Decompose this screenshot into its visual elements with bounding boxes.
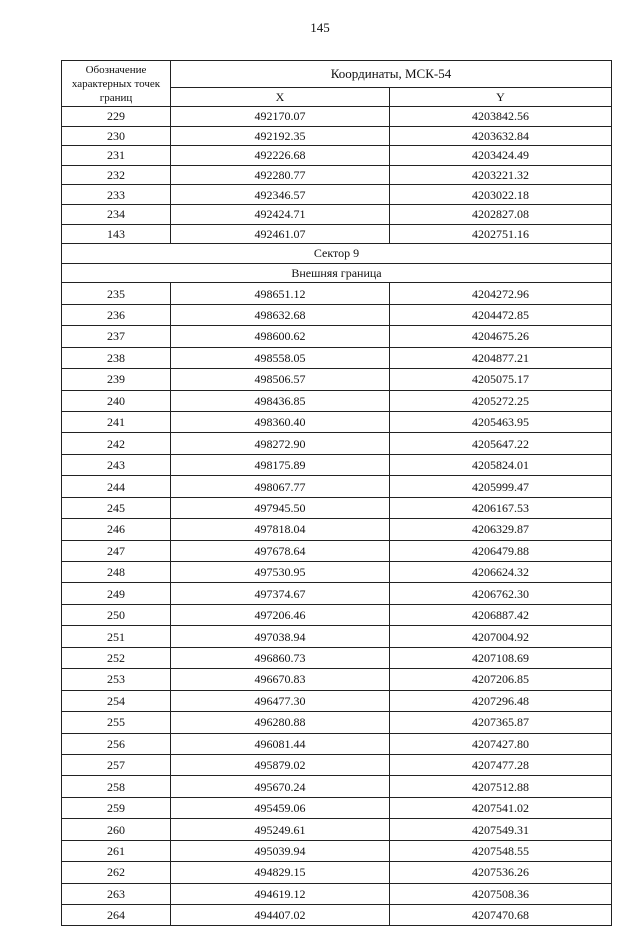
table-row — [62, 905, 612, 926]
x-cell: 492170.07 — [171, 107, 390, 127]
x-cell: 492461.07 — [171, 224, 390, 244]
x-cell: 497678.64 — [171, 540, 390, 561]
table-row — [62, 185, 612, 205]
table-row — [62, 476, 612, 497]
x-cell: 494829.15 — [171, 862, 390, 883]
point-cell: 243 — [62, 454, 171, 475]
point-cell: 232 — [62, 165, 171, 185]
x-cell: 498506.57 — [171, 369, 390, 390]
table-row — [62, 776, 612, 797]
y-cell: 4205272.25 — [390, 390, 612, 411]
x-cell: 498360.40 — [171, 411, 390, 432]
table-row — [62, 604, 612, 625]
point-cell: 251 — [62, 626, 171, 647]
x-cell: 497818.04 — [171, 519, 390, 540]
point-cell: 254 — [62, 690, 171, 711]
table-row — [62, 840, 612, 861]
y-cell: 4204472.85 — [390, 304, 612, 325]
point-cell: 261 — [62, 840, 171, 861]
sector-section — [62, 244, 612, 283]
point-cell: 264 — [62, 905, 171, 926]
table-row — [62, 540, 612, 561]
y-cell: 4205075.17 — [390, 369, 612, 390]
y-cell: 4203632.84 — [390, 126, 612, 146]
y-cell: 4206479.88 — [390, 540, 612, 561]
point-cell: 238 — [62, 347, 171, 368]
table-row — [62, 107, 612, 127]
table-row — [62, 647, 612, 668]
x-cell: 494619.12 — [171, 883, 390, 904]
y-cell: 4205463.95 — [390, 411, 612, 432]
x-cell: 498272.90 — [171, 433, 390, 454]
point-cell: 247 — [62, 540, 171, 561]
point-cell: 252 — [62, 647, 171, 668]
table-row — [62, 304, 612, 325]
table-row — [62, 819, 612, 840]
rows-before-sector — [62, 107, 612, 244]
table-row — [62, 126, 612, 146]
y-cell: 4207549.31 — [390, 819, 612, 840]
y-cell: 4206887.42 — [390, 604, 612, 625]
point-cell: 245 — [62, 497, 171, 518]
x-cell: 497206.46 — [171, 604, 390, 625]
table-row — [62, 626, 612, 647]
table-row — [62, 690, 612, 711]
point-cell: 236 — [62, 304, 171, 325]
y-cell: 4203221.32 — [390, 165, 612, 185]
y-cell: 4207296.48 — [390, 690, 612, 711]
y-column-header: Y — [390, 88, 612, 107]
point-cell: 235 — [62, 283, 171, 304]
table-row — [62, 146, 612, 166]
y-cell: 4202827.08 — [390, 204, 612, 224]
table-row — [62, 754, 612, 775]
y-cell: 4207477.28 — [390, 754, 612, 775]
x-cell: 492280.77 — [171, 165, 390, 185]
point-cell: 241 — [62, 411, 171, 432]
x-cell: 492424.71 — [171, 204, 390, 224]
y-cell: 4203842.56 — [390, 107, 612, 127]
table-row — [62, 411, 612, 432]
x-cell: 492346.57 — [171, 185, 390, 205]
x-cell: 497038.94 — [171, 626, 390, 647]
table-header — [62, 61, 612, 107]
table-row — [62, 224, 612, 244]
x-cell: 495039.94 — [171, 840, 390, 861]
point-cell: 257 — [62, 754, 171, 775]
y-cell: 4204272.96 — [390, 283, 612, 304]
y-cell: 4204675.26 — [390, 326, 612, 347]
table-row — [62, 454, 612, 475]
x-cell: 498632.68 — [171, 304, 390, 325]
point-cell: 248 — [62, 562, 171, 583]
coordinates-table — [61, 60, 612, 926]
y-cell: 4204877.21 — [390, 347, 612, 368]
table-row — [62, 326, 612, 347]
x-cell: 492192.35 — [171, 126, 390, 146]
point-column-header: Обозначение характерных точек границ — [62, 61, 171, 107]
y-cell: 4205647.22 — [390, 433, 612, 454]
point-cell: 239 — [62, 369, 171, 390]
point-cell: 256 — [62, 733, 171, 754]
x-cell: 496860.73 — [171, 647, 390, 668]
x-cell: 495879.02 — [171, 754, 390, 775]
y-cell: 4207541.02 — [390, 797, 612, 818]
y-cell: 4205824.01 — [390, 454, 612, 475]
y-cell: 4202751.16 — [390, 224, 612, 244]
y-cell: 4207548.55 — [390, 840, 612, 861]
point-cell: 229 — [62, 107, 171, 127]
y-cell: 4206762.30 — [390, 583, 612, 604]
y-cell: 4206624.32 — [390, 562, 612, 583]
point-cell: 259 — [62, 797, 171, 818]
x-cell: 495459.06 — [171, 797, 390, 818]
y-cell: 4207108.69 — [390, 647, 612, 668]
point-cell: 143 — [62, 224, 171, 244]
x-cell: 497530.95 — [171, 562, 390, 583]
table-row — [62, 369, 612, 390]
table-row — [62, 497, 612, 518]
y-cell: 4206329.87 — [390, 519, 612, 540]
table-row — [62, 583, 612, 604]
y-cell: 4203424.49 — [390, 146, 612, 166]
table-row — [62, 669, 612, 690]
point-cell: 262 — [62, 862, 171, 883]
y-cell: 4207470.68 — [390, 905, 612, 926]
table-row — [62, 165, 612, 185]
y-cell: 4203022.18 — [390, 185, 612, 205]
point-cell: 255 — [62, 712, 171, 733]
point-cell: 258 — [62, 776, 171, 797]
x-cell: 494407.02 — [171, 905, 390, 926]
x-cell: 495249.61 — [171, 819, 390, 840]
y-cell: 4207427.80 — [390, 733, 612, 754]
table-row — [62, 347, 612, 368]
table-row — [62, 862, 612, 883]
y-cell: 4206167.53 — [390, 497, 612, 518]
table-row — [62, 519, 612, 540]
point-cell: 244 — [62, 476, 171, 497]
x-cell: 497945.50 — [171, 497, 390, 518]
x-column-header: X — [171, 88, 390, 107]
point-cell: 242 — [62, 433, 171, 454]
point-cell: 250 — [62, 604, 171, 625]
table-row — [62, 433, 612, 454]
y-cell: 4207512.88 — [390, 776, 612, 797]
x-cell: 498651.12 — [171, 283, 390, 304]
table-row — [62, 390, 612, 411]
table-row — [62, 733, 612, 754]
point-cell: 253 — [62, 669, 171, 690]
x-cell: 496477.30 — [171, 690, 390, 711]
point-cell: 237 — [62, 326, 171, 347]
x-cell: 495670.24 — [171, 776, 390, 797]
point-cell: 249 — [62, 583, 171, 604]
y-cell: 4207536.26 — [390, 862, 612, 883]
point-cell: 231 — [62, 146, 171, 166]
y-cell: 4207004.92 — [390, 626, 612, 647]
x-cell: 496081.44 — [171, 733, 390, 754]
x-cell: 498067.77 — [171, 476, 390, 497]
x-cell: 492226.68 — [171, 146, 390, 166]
table-row — [62, 883, 612, 904]
x-cell: 496280.88 — [171, 712, 390, 733]
table-row — [62, 562, 612, 583]
x-cell: 498436.85 — [171, 390, 390, 411]
table-row — [62, 204, 612, 224]
x-cell: 498558.05 — [171, 347, 390, 368]
y-cell: 4207508.36 — [390, 883, 612, 904]
rows-after-sector — [62, 283, 612, 926]
table-row — [62, 283, 612, 304]
point-cell: 240 — [62, 390, 171, 411]
coordinates-group-header: Координаты, МСК-54 — [171, 61, 612, 88]
point-cell: 260 — [62, 819, 171, 840]
y-cell: 4207365.87 — [390, 712, 612, 733]
y-cell: 4207206.85 — [390, 669, 612, 690]
point-cell: 246 — [62, 519, 171, 540]
table-row — [62, 797, 612, 818]
x-cell: 496670.83 — [171, 669, 390, 690]
point-cell: 233 — [62, 185, 171, 205]
x-cell: 498600.62 — [171, 326, 390, 347]
boundary-title: Внешняя граница — [62, 263, 612, 283]
x-cell: 497374.67 — [171, 583, 390, 604]
point-cell: 263 — [62, 883, 171, 904]
point-cell: 234 — [62, 204, 171, 224]
y-cell: 4205999.47 — [390, 476, 612, 497]
point-cell: 230 — [62, 126, 171, 146]
page-number: 145 — [310, 20, 330, 35]
x-cell: 498175.89 — [171, 454, 390, 475]
table-row — [62, 712, 612, 733]
sector-title: Сектор 9 — [62, 244, 612, 264]
